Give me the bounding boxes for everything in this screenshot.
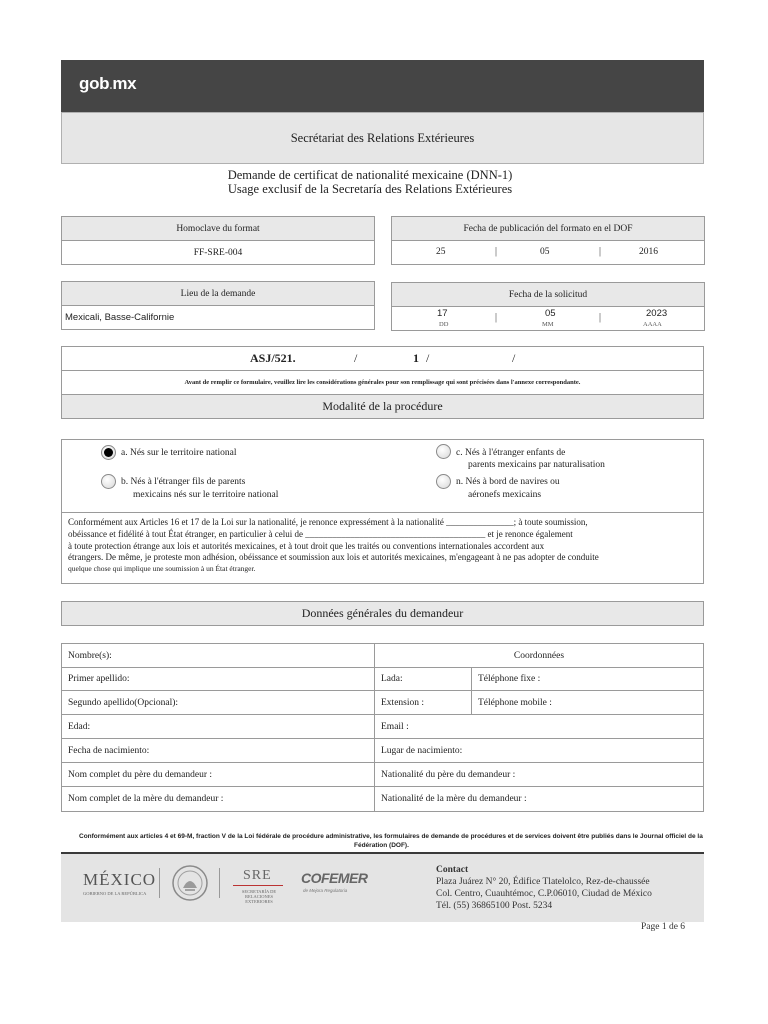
renunciation-text: obéissance et fidélité à tout État étranger, en particulier à celui de ________________________________________ et je renonce également xyxy=(68,529,573,539)
request-day: 17 xyxy=(437,308,448,319)
reference-slash: / xyxy=(512,351,516,365)
lieu-field[interactable] xyxy=(61,305,375,330)
option-c-label: c. Nés à l'étranger enfants de xyxy=(456,448,566,458)
contact-phone: Tél. (55) 36865100 Post. 5234 xyxy=(436,901,553,911)
radio-option-c[interactable] xyxy=(436,444,451,459)
extension-field[interactable]: Extension : xyxy=(374,690,472,715)
lieu-value: Mexicali, Basse-Californie xyxy=(65,312,175,323)
mother-nationality-field[interactable]: Nationalité de la mère du demandeur : xyxy=(374,786,704,812)
renunciation-text: à toute protection étrange aux lois et autorités mexicaines, et à tout droit que les traités ou conventions internationales accordent aux xyxy=(68,541,545,551)
email-field[interactable]: Email : xyxy=(374,714,704,739)
footer-band xyxy=(61,852,704,922)
cofemer-logo-text: COFEMER xyxy=(301,870,368,886)
reference-number-field[interactable] xyxy=(61,346,704,371)
separator: | xyxy=(495,246,498,257)
renunciation-text: étrangers. De même, je proteste mon adhésion, obéissance et soumission aux lois et autorités mexicaines, m'engageant à ne pas adopter de conduite xyxy=(68,552,599,562)
renunciation-text: quelque chose qui implique une soumission à un État étranger. xyxy=(68,564,256,573)
cofemer-caption: de Mejora Regulatoria xyxy=(303,888,348,893)
pub-day: 25 xyxy=(436,247,446,257)
publication-date-field[interactable] xyxy=(391,240,705,265)
pub-month: 05 xyxy=(540,247,550,257)
mexico-logo-text: MÉXICO xyxy=(83,870,157,889)
coordonnees-heading: Coordonnées xyxy=(374,643,704,668)
reference-slash: / xyxy=(354,351,358,365)
page-number: Page 1 de 6 xyxy=(641,922,686,932)
option-b-label: b. Nés à l'étranger fils de parents xyxy=(121,477,246,487)
publication-date-label: Fecha de publicación del formato en el DOF xyxy=(391,216,705,241)
reference-slash: / xyxy=(426,351,430,365)
divider xyxy=(159,868,160,898)
contact-address: Plaza Juárez N° 20, Édifice Tlatelolco, Rez-de-chaussée xyxy=(436,877,650,887)
option-d-label-cont: aéronefs mexicains xyxy=(468,490,542,500)
renunciation-text: Conformément aux Articles 16 et 17 de la Loi sur la nationalité, je renonce expressément à la nationalité _______________; à toute soumission, xyxy=(68,517,588,527)
sre-logo-text: SRE xyxy=(243,868,272,883)
mm-caption: MM xyxy=(542,321,554,328)
national-seal-icon xyxy=(171,864,209,902)
separator: | xyxy=(495,312,498,323)
separator: | xyxy=(599,246,602,257)
reference-number: 1 xyxy=(413,351,419,365)
option-c-label-cont: parents mexicains par naturalisation xyxy=(468,460,605,470)
fecha-nacimiento-field[interactable]: Fecha de nacimiento: xyxy=(61,738,375,763)
form-title: Demande de certificat de nationalité mexicaine (DNN-1) xyxy=(227,168,513,182)
option-d-label: n. Nés à bord de navires ou xyxy=(456,477,560,487)
request-date-field[interactable] xyxy=(391,306,705,331)
legal-notice xyxy=(79,832,768,850)
primer-apellido-field[interactable]: Primer apellido: xyxy=(61,667,375,691)
contact-title: Contact xyxy=(436,865,469,875)
separator: | xyxy=(599,312,602,323)
nombres-field[interactable]: Nombre(s): xyxy=(61,643,375,668)
father-name-field[interactable]: Nom complet du père du demandeur : xyxy=(61,762,375,787)
instructions-notice: Avant de remplir ce formulaire, veuillez lire les considérations générales pour son remplissage qui sont précisées dans l'annexe correspondante. xyxy=(61,370,704,395)
contact-block xyxy=(436,864,652,912)
procedure-options-panel xyxy=(61,439,704,584)
pub-year: 2016 xyxy=(639,247,658,257)
homoclave-label: Homoclave du format xyxy=(61,216,375,241)
sre-accent-line xyxy=(233,885,283,886)
father-nationality-field[interactable]: Nationalité du père du demandeur : xyxy=(374,762,704,787)
gobmx-logo: gob.mx xyxy=(79,74,137,93)
radio-option-a[interactable] xyxy=(101,445,116,460)
dd-caption: DD xyxy=(439,321,449,328)
divider xyxy=(219,868,220,898)
edad-field[interactable]: Edad: xyxy=(61,714,375,739)
lugar-nacimiento-field[interactable]: Lugar de nacimiento: xyxy=(374,738,704,763)
lada-field[interactable]: Lada: xyxy=(374,667,472,691)
legal-notice-line: Fédération (DOF). xyxy=(354,842,409,849)
lieu-label: Lieu de la demande xyxy=(61,281,375,306)
aaaa-caption: AAAA xyxy=(643,321,662,328)
request-month: 05 xyxy=(545,308,556,319)
secretariat-title: Secrétariat des Relations Extérieures xyxy=(290,130,475,145)
radio-option-b[interactable] xyxy=(101,474,116,489)
gobmx-header-bar xyxy=(61,60,704,112)
sre-caption: SECRETARÍA DE RELACIONES EXTERIORES xyxy=(241,889,277,904)
mother-name-field[interactable]: Nom complet de la mère du demandeur : xyxy=(61,786,375,812)
option-b-label-cont: mexicains nés sur le territoire national xyxy=(133,490,279,500)
segundo-apellido-field[interactable]: Segundo apellido(Opcional): xyxy=(61,690,375,715)
request-year: 2023 xyxy=(646,308,668,319)
modalite-heading: Modalité de la procédure xyxy=(61,394,704,419)
reference-prefix: ASJ/521. xyxy=(250,351,296,365)
donnees-heading: Données générales du demandeur xyxy=(61,601,704,626)
request-date-label: Fecha de la solicitud xyxy=(391,282,705,307)
homoclave-field[interactable]: FF-SRE-004 xyxy=(61,240,375,265)
legal-notice-line: Conformément aux articles 4 et 69-M, fraction V de la Loi fédérale de procédure administrative, les formulaires de demande de procédures et de services doivent être publiés dans le Journal officiel de la xyxy=(79,833,703,840)
telephone-fixe-field[interactable]: Téléphone fixe : xyxy=(471,667,704,691)
form-subtitle: Usage exclusif de la Secretaría des Relations Extérieures xyxy=(227,182,513,196)
telephone-mobile-field[interactable]: Téléphone mobile : xyxy=(471,690,704,715)
secretariat-banner xyxy=(61,112,704,164)
contact-address: Col. Centro, Cuauhtémoc, C.P.06010, Ciudad de México xyxy=(436,889,652,899)
divider xyxy=(62,512,703,513)
radio-option-d[interactable] xyxy=(436,474,451,489)
gobierno-caption: GOBIERNO DE LA REPÚBLICA xyxy=(83,891,147,896)
option-a-label: a. Nés sur le territoire national xyxy=(121,448,237,458)
